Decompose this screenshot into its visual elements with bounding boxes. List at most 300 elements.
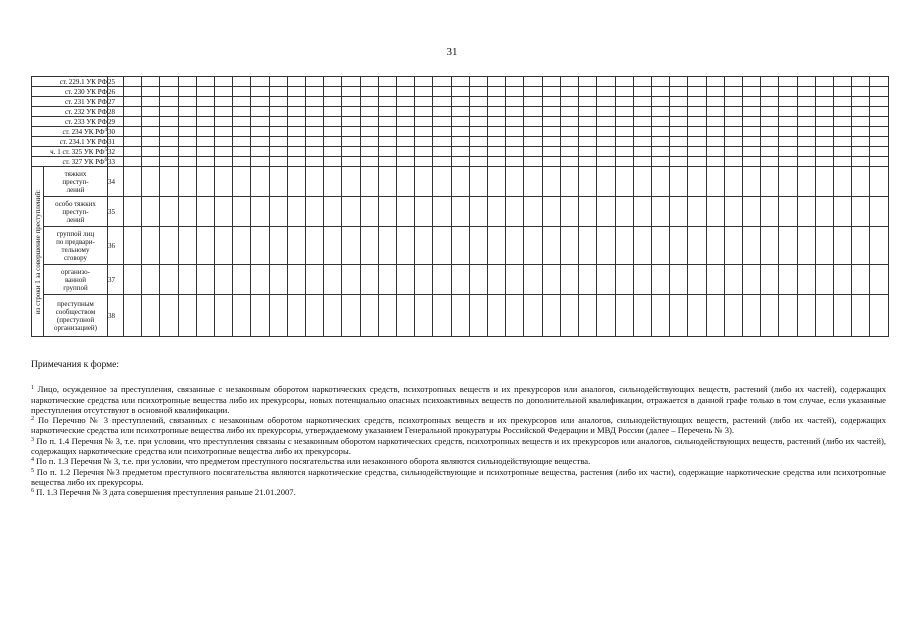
data-cell <box>488 197 506 227</box>
data-cell <box>233 137 251 147</box>
data-cell <box>852 127 870 137</box>
data-cell <box>724 137 742 147</box>
data-cell <box>360 87 378 97</box>
data-cell <box>870 87 889 97</box>
data-cell <box>451 77 469 87</box>
data-cell <box>542 157 560 167</box>
data-cell <box>360 107 378 117</box>
footnote <box>31 467 886 488</box>
data-cell <box>615 107 633 117</box>
data-cell <box>324 97 342 107</box>
data-cell <box>524 87 542 97</box>
data-cell <box>852 87 870 97</box>
data-cell <box>342 127 360 137</box>
data-cell <box>651 87 669 97</box>
report-table <box>31 76 889 337</box>
data-cell <box>815 147 833 157</box>
data-cell <box>870 265 889 295</box>
data-cell <box>433 107 451 117</box>
data-cell <box>306 137 324 147</box>
data-cell <box>706 227 724 265</box>
data-cell <box>560 137 578 147</box>
data-cell <box>651 295 669 337</box>
data-cell <box>815 295 833 337</box>
row-label-line: лений <box>66 185 85 194</box>
data-cell <box>124 137 142 147</box>
data-cell <box>142 117 160 127</box>
data-cell <box>142 77 160 87</box>
data-cell <box>742 157 760 167</box>
data-cell <box>287 107 305 117</box>
data-cell <box>560 97 578 107</box>
data-cell <box>870 107 889 117</box>
data-cell <box>761 265 779 295</box>
data-cell <box>397 295 415 337</box>
data-cell <box>852 167 870 197</box>
data-cell <box>378 295 396 337</box>
data-cell <box>560 107 578 117</box>
data-cell <box>397 227 415 265</box>
data-cell <box>469 97 487 107</box>
data-cell <box>269 137 287 147</box>
data-cell <box>324 107 342 117</box>
data-cell <box>233 77 251 87</box>
data-cell <box>251 197 269 227</box>
data-cell <box>324 265 342 295</box>
data-cell <box>415 77 433 87</box>
data-cell <box>397 147 415 157</box>
data-cell <box>269 117 287 127</box>
data-cell <box>506 265 524 295</box>
data-cell <box>378 227 396 265</box>
row-label-line: лений <box>66 215 85 224</box>
data-cell <box>560 227 578 265</box>
row-label-line: преступным <box>57 299 94 308</box>
data-cell <box>287 137 305 147</box>
data-cell <box>651 77 669 87</box>
data-cell <box>451 197 469 227</box>
data-cell <box>251 265 269 295</box>
notes-section <box>31 360 886 498</box>
data-cell <box>852 77 870 87</box>
data-cell <box>506 137 524 147</box>
data-cell <box>779 117 797 127</box>
data-cell <box>542 167 560 197</box>
data-cell <box>269 265 287 295</box>
data-cell <box>651 167 669 197</box>
data-cell <box>852 157 870 167</box>
row-number: 30 <box>108 127 124 137</box>
data-cell <box>833 97 851 107</box>
footnote <box>31 456 886 466</box>
row-label-line: сообществом <box>55 307 96 316</box>
data-cell <box>742 97 760 107</box>
data-cell <box>269 87 287 97</box>
row-label-line: тяжких <box>64 169 87 178</box>
row-label-line: группой <box>63 283 88 292</box>
data-cell <box>342 117 360 127</box>
data-cell <box>724 107 742 117</box>
data-cell <box>761 77 779 87</box>
data-cell <box>597 87 615 97</box>
data-cell <box>615 265 633 295</box>
data-cell <box>178 157 196 167</box>
data-cell <box>597 97 615 107</box>
table-row <box>32 107 889 117</box>
data-cell <box>451 265 469 295</box>
data-cell <box>852 295 870 337</box>
data-cell <box>506 157 524 167</box>
data-cell <box>688 157 706 167</box>
data-cell <box>779 167 797 197</box>
footnote-number: 2 <box>31 416 34 423</box>
data-cell <box>742 137 760 147</box>
data-cell <box>196 147 214 157</box>
table-row <box>32 97 889 107</box>
data-cell <box>670 167 688 197</box>
row-number: 28 <box>108 107 124 117</box>
data-cell <box>415 127 433 137</box>
data-cell <box>615 97 633 107</box>
data-cell <box>124 167 142 197</box>
row-label <box>32 127 108 137</box>
data-cell <box>324 227 342 265</box>
row-label <box>44 295 108 337</box>
data-cell <box>306 167 324 197</box>
footnote-text: Лицо, осужденное за преступления, связанные с незаконным оборотом наркотических средств, психотропных веществ и их прекурсоров или аналогов, сильнодействующих веществ, растений (либо их частей), содержащих наркотические средства или психотропные вещества либо их прекурсоры, новых потенциально опасных психоактивных веществ по дополнительной квалификации, отражается в данной графе только в том случае, если указанные преступления отсутствуют в основной квалификации. <box>31 384 886 415</box>
data-cell <box>251 295 269 337</box>
data-cell <box>833 197 851 227</box>
table-row <box>32 295 889 337</box>
footnote-number: 6 <box>31 488 34 495</box>
row-label <box>32 137 108 147</box>
data-cell <box>306 265 324 295</box>
data-cell <box>469 265 487 295</box>
data-cell <box>451 117 469 127</box>
data-cell <box>215 197 233 227</box>
data-cell <box>342 147 360 157</box>
data-cell <box>178 227 196 265</box>
data-cell <box>269 127 287 137</box>
data-cell <box>524 157 542 167</box>
data-cell <box>160 197 178 227</box>
data-cell <box>524 97 542 107</box>
data-cell <box>651 197 669 227</box>
data-cell <box>196 227 214 265</box>
data-cell <box>542 137 560 147</box>
data-cell <box>615 295 633 337</box>
data-cell <box>488 127 506 137</box>
data-cell <box>142 97 160 107</box>
table-row <box>32 117 889 127</box>
data-cell <box>287 265 305 295</box>
data-cell <box>724 127 742 137</box>
data-cell <box>542 97 560 107</box>
data-cell <box>451 137 469 147</box>
data-cell <box>706 157 724 167</box>
data-cell <box>670 197 688 227</box>
data-cell <box>269 77 287 87</box>
data-cell <box>706 147 724 157</box>
data-cell <box>815 265 833 295</box>
row-number: 29 <box>108 117 124 127</box>
data-cell <box>688 147 706 157</box>
data-cell <box>287 227 305 265</box>
row-label <box>44 167 108 197</box>
data-cell <box>360 97 378 107</box>
footnote-number: 5 <box>31 467 34 474</box>
data-cell <box>160 167 178 197</box>
data-cell <box>451 295 469 337</box>
row-number: 26 <box>108 87 124 97</box>
data-cell <box>451 167 469 197</box>
data-cell <box>269 167 287 197</box>
data-cell <box>742 295 760 337</box>
data-cell <box>306 147 324 157</box>
row-label <box>44 197 108 227</box>
data-cell <box>724 87 742 97</box>
data-cell <box>306 157 324 167</box>
data-cell <box>815 227 833 265</box>
data-cell <box>142 167 160 197</box>
data-cell <box>852 147 870 157</box>
data-cell <box>670 295 688 337</box>
data-cell <box>542 227 560 265</box>
data-cell <box>615 197 633 227</box>
data-cell <box>724 97 742 107</box>
data-cell <box>269 227 287 265</box>
data-cell <box>251 127 269 137</box>
data-cell <box>342 265 360 295</box>
data-cell <box>196 87 214 97</box>
data-cell <box>360 137 378 147</box>
row-label <box>32 97 108 107</box>
data-cell <box>306 197 324 227</box>
data-cell <box>287 157 305 167</box>
data-cell <box>488 295 506 337</box>
data-cell <box>506 167 524 197</box>
data-cell <box>724 167 742 197</box>
row-number: 36 <box>108 227 124 265</box>
data-cell <box>142 127 160 137</box>
data-cell <box>215 147 233 157</box>
data-cell <box>142 265 160 295</box>
row-number: 33 <box>108 157 124 167</box>
data-cell <box>524 127 542 137</box>
data-cell <box>633 87 651 97</box>
data-cell <box>560 157 578 167</box>
data-cell <box>761 107 779 117</box>
row-label-text: ст. 233 УК РФ <box>64 117 108 126</box>
data-cell <box>233 295 251 337</box>
data-cell <box>870 77 889 87</box>
data-cell <box>670 117 688 127</box>
footnote-ref: 4 <box>104 127 108 133</box>
data-cell <box>633 127 651 137</box>
data-cell <box>469 147 487 157</box>
data-cell <box>124 97 142 107</box>
data-cell <box>233 167 251 197</box>
data-cell <box>633 197 651 227</box>
data-cell <box>560 295 578 337</box>
data-cell <box>524 265 542 295</box>
data-cell <box>233 87 251 97</box>
data-cell <box>779 137 797 147</box>
data-cell <box>124 197 142 227</box>
data-cell <box>251 227 269 265</box>
row-label <box>32 77 108 87</box>
data-cell <box>542 265 560 295</box>
data-cell <box>779 147 797 157</box>
data-cell <box>160 127 178 137</box>
data-cell <box>797 157 815 167</box>
data-cell <box>579 127 597 137</box>
data-cell <box>142 107 160 117</box>
group-header <box>32 167 44 337</box>
data-cell <box>124 147 142 157</box>
footnote <box>31 487 886 497</box>
data-cell <box>269 157 287 167</box>
data-cell <box>160 157 178 167</box>
row-label-text: ст. 234 УК РФ <box>62 127 105 136</box>
row-label-line: сговору <box>64 253 87 262</box>
data-cell <box>451 127 469 137</box>
data-cell <box>615 227 633 265</box>
data-cell <box>324 295 342 337</box>
data-cell <box>579 77 597 87</box>
data-cell <box>524 197 542 227</box>
data-cell <box>324 197 342 227</box>
data-cell <box>633 97 651 107</box>
data-cell <box>196 265 214 295</box>
data-cell <box>688 97 706 107</box>
data-cell <box>233 265 251 295</box>
data-cell <box>160 97 178 107</box>
data-cell <box>688 107 706 117</box>
data-cell <box>360 127 378 137</box>
data-cell <box>378 127 396 137</box>
data-cell <box>633 167 651 197</box>
data-cell <box>724 147 742 157</box>
row-label-text: ст. 231 УК РФ <box>64 97 108 106</box>
data-cell <box>852 265 870 295</box>
data-cell <box>852 107 870 117</box>
data-cell <box>251 117 269 127</box>
data-cell <box>542 127 560 137</box>
data-cell <box>196 117 214 127</box>
data-cell <box>451 157 469 167</box>
data-cell <box>670 97 688 107</box>
data-cell <box>542 77 560 87</box>
data-cell <box>597 197 615 227</box>
row-label-text: ст. 230 УК РФ <box>64 87 108 96</box>
data-cell <box>706 127 724 137</box>
data-cell <box>306 77 324 87</box>
row-label-text: ст. 234.1 УК РФ <box>59 137 108 146</box>
data-cell <box>761 197 779 227</box>
data-cell <box>597 295 615 337</box>
data-cell <box>196 197 214 227</box>
data-cell <box>196 137 214 147</box>
data-cell <box>324 147 342 157</box>
data-cell <box>397 167 415 197</box>
data-cell <box>506 197 524 227</box>
data-cell <box>651 97 669 107</box>
data-cell <box>287 77 305 87</box>
data-cell <box>124 295 142 337</box>
data-cell <box>196 295 214 337</box>
data-cell <box>615 117 633 127</box>
data-cell <box>160 265 178 295</box>
data-cell <box>761 227 779 265</box>
data-cell <box>870 137 889 147</box>
data-cell <box>196 107 214 117</box>
data-cell <box>560 87 578 97</box>
data-cell <box>688 167 706 197</box>
data-cell <box>506 97 524 107</box>
data-cell <box>542 295 560 337</box>
data-cell <box>797 97 815 107</box>
data-cell <box>597 127 615 137</box>
data-cell <box>779 227 797 265</box>
data-cell <box>215 265 233 295</box>
data-cell <box>797 127 815 137</box>
data-cell <box>342 167 360 197</box>
data-cell <box>360 295 378 337</box>
data-cell <box>415 197 433 227</box>
row-label <box>32 107 108 117</box>
data-cell <box>415 167 433 197</box>
data-cell <box>287 295 305 337</box>
data-cell <box>233 97 251 107</box>
data-cell <box>160 77 178 87</box>
data-cell <box>815 167 833 197</box>
data-cell <box>688 77 706 87</box>
data-cell <box>469 227 487 265</box>
row-label-line: ванной <box>64 275 87 284</box>
data-cell <box>397 157 415 167</box>
data-cell <box>215 227 233 265</box>
data-cell <box>633 157 651 167</box>
data-cell <box>633 117 651 127</box>
data-cell <box>670 147 688 157</box>
data-cell <box>706 87 724 97</box>
data-cell <box>579 197 597 227</box>
data-cell <box>615 157 633 167</box>
data-cell <box>779 295 797 337</box>
data-cell <box>833 87 851 97</box>
data-cell <box>342 157 360 167</box>
data-cell <box>233 147 251 157</box>
data-cell <box>469 295 487 337</box>
data-cell <box>433 97 451 107</box>
data-cell <box>433 147 451 157</box>
data-cell <box>397 197 415 227</box>
data-cell <box>815 137 833 147</box>
row-number: 31 <box>108 137 124 147</box>
data-cell <box>815 157 833 167</box>
data-cell <box>433 295 451 337</box>
data-cell <box>579 265 597 295</box>
data-cell <box>378 87 396 97</box>
data-cell <box>451 227 469 265</box>
data-cell <box>579 157 597 167</box>
data-cell <box>797 265 815 295</box>
data-cell <box>742 117 760 127</box>
data-cell <box>670 87 688 97</box>
data-cell <box>833 77 851 87</box>
data-cell <box>615 77 633 87</box>
